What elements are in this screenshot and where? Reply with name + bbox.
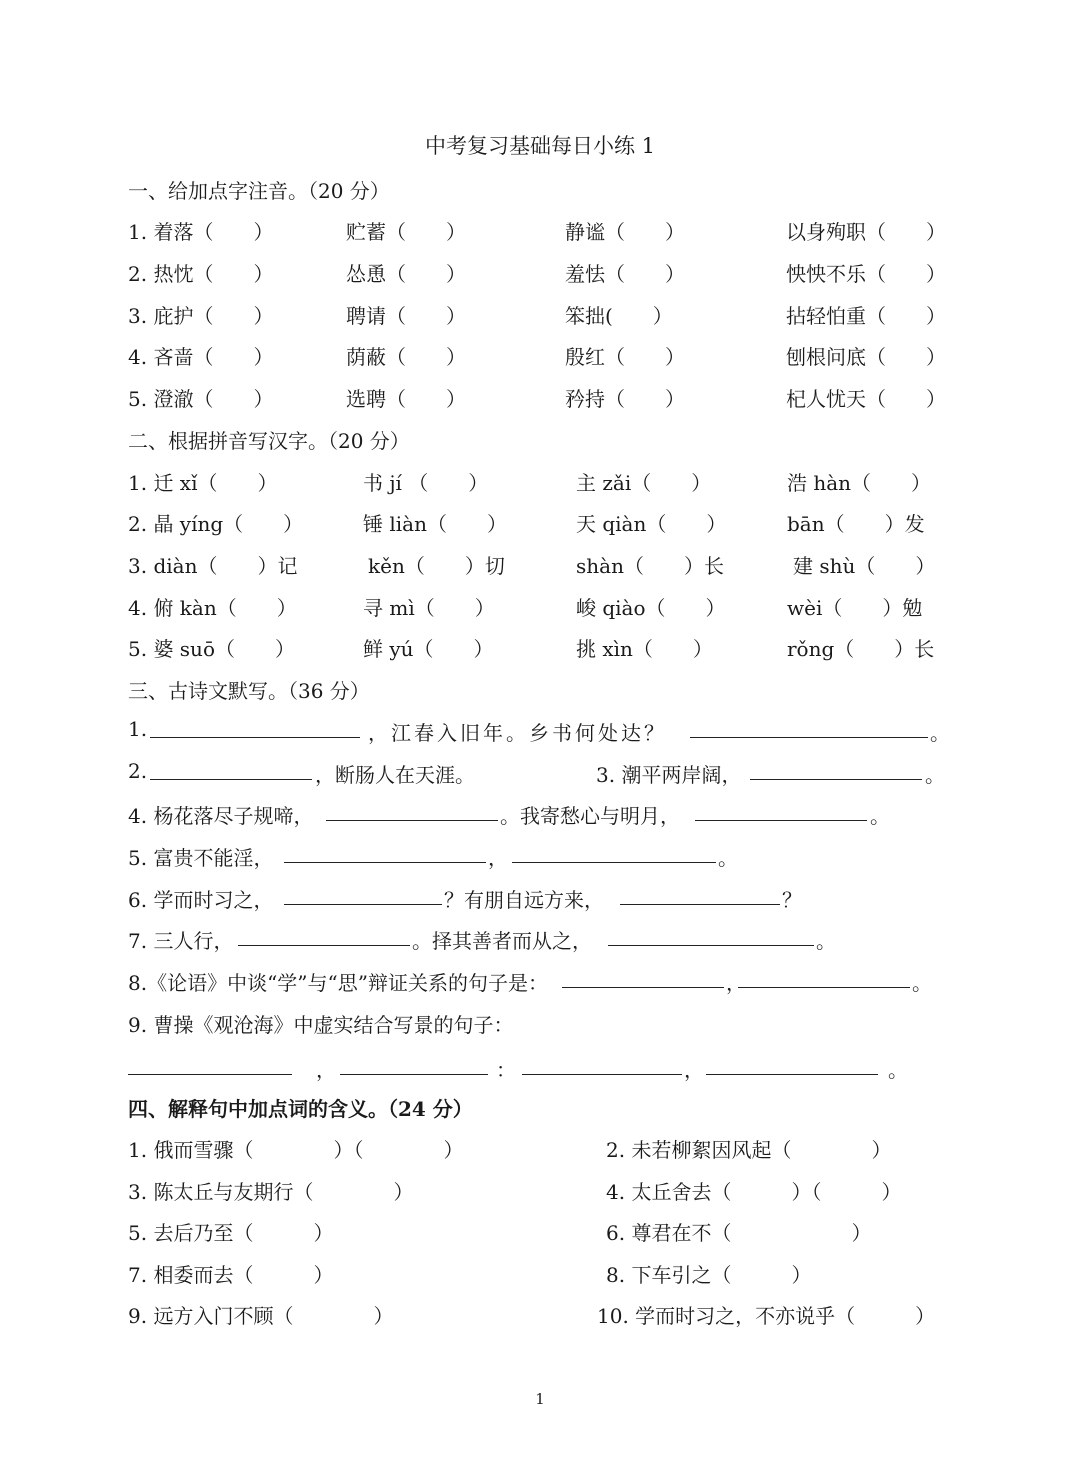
pinyin-item: 怂恿（ ） [346,262,466,286]
pinyin-item: 2. 热忱（ ） [128,262,274,286]
hanzi-item: 锤 liàn（ ） [363,512,507,536]
section-1-row [0,341,1080,371]
section-2-row [0,550,1080,580]
fill-blank[interactable] [750,759,922,780]
hanzi-item: 峻 qiào（ ） [576,596,726,620]
pinyin-item: 5. 澄澈（ ） [128,387,274,411]
hanzi-item: 寻 mì（ ） [363,596,495,620]
hanzi-item: 4. 俯 kàn（ ） [128,596,297,620]
pinyin-item: 杞人忧天（ ） [786,387,946,411]
hanzi-item: 3. diàn（ ）记 [128,554,298,578]
fill-blank[interactable] [620,884,780,905]
poem-line-5: 5. 富贵不能淫， ， 。 [0,842,1080,872]
pinyin-item: 笨拙( ） [565,304,673,328]
section-2-row [0,508,1080,538]
hanzi-item: 1. 迁 xǐ（ ） [128,471,278,495]
pinyin-item: 殷红（ ） [565,345,685,369]
hanzi-item: bān（ ）发 [787,512,925,536]
pinyin-item: 静谧（ ） [565,220,685,244]
section-2-row [0,467,1080,497]
pinyin-item: 4. 吝啬（ ） [128,345,274,369]
section-2-heading: 二、根据拼音写汉字。（20 分） [128,429,410,453]
hanzi-item: 主 zǎi（ ） [576,471,712,495]
fill-blank[interactable] [150,717,360,738]
pinyin-item: 1. 着落（ ） [128,220,274,244]
section-4-row [0,1176,1080,1206]
poem-line-8: 8.《论语》中谈“学”与“思”辩证关系的句子是： ， 。 [0,967,1080,997]
page-title: 中考复习基础每日小练 1 [424,134,656,158]
pinyin-item: 选聘（ ） [346,387,466,411]
fill-blank[interactable] [284,884,442,905]
fill-blank[interactable] [706,1054,878,1075]
section-1-row [0,258,1080,288]
section-4-heading: 四、解释句中加点词的含义。（24 分） [128,1097,473,1121]
pinyin-item: 羞怯（ ） [565,262,685,286]
section-1-row [0,300,1080,330]
fill-blank[interactable] [690,717,928,738]
fill-blank[interactable] [608,925,814,946]
explain-item: 2. 未若柳絮因风起（ ） [606,1138,892,1162]
poem-line-9: 9. 曹操《观沧海》中虚实结合写景的句子： [128,1013,514,1037]
pinyin-item: 怏怏不乐（ ） [786,262,946,286]
pinyin-item: 贮蓄（ ） [346,220,466,244]
explain-item: 3. 陈太丘与友期行（ ） [128,1180,414,1204]
hanzi-item: shàn（ ）长 [576,554,724,578]
pinyin-item: 聘请（ ） [346,304,466,328]
section-1-row [0,383,1080,413]
section-1-heading: 一、给加点字注音。（20 分） [128,179,390,203]
fill-blank[interactable] [512,842,716,863]
explain-item: 1. 俄而雪骤（ ）（ ） [128,1138,464,1162]
section-2-row [0,592,1080,622]
fill-blank[interactable] [562,967,724,988]
pinyin-item: 拈轻怕重（ ） [786,304,946,328]
poem-line-1: 1. ，江春入旧年。乡书何处达？ 。 [128,717,950,745]
fill-blank[interactable] [128,1054,292,1075]
section-3-heading: 三、古诗文默写。（36 分） [128,679,370,703]
fill-blank[interactable] [695,800,867,821]
hanzi-item: wèi（ ）勉 [787,596,923,620]
pinyin-item: 3. 庇护（ ） [128,304,274,328]
section-4-row [0,1217,1080,1247]
explain-item: 9. 远方入门不顾（ ） [128,1304,394,1328]
pinyin-item: 矜持（ ） [565,387,685,411]
fill-blank[interactable] [238,925,410,946]
hanzi-item: rǒng（ ）长 [787,637,935,661]
page-number: 1 [535,1390,545,1408]
explain-item: 4. 太丘舍去（ ）（ ） [606,1180,902,1204]
hanzi-item: 天 qiàn（ ） [576,512,727,536]
section-4-row [0,1300,1080,1330]
hanzi-item: 5. 婆 suō（ ） [128,637,295,661]
fill-blank[interactable] [150,759,312,780]
fill-blank[interactable] [340,1054,488,1075]
hanzi-item: 2. 晶 yíng（ ） [128,512,304,536]
explain-item: 8. 下车引之（ ） [606,1263,812,1287]
section-4-row [0,1259,1080,1289]
hanzi-item: 建 shù（ ） [793,554,936,578]
pinyin-item: 刨根问底（ ） [786,345,946,369]
pinyin-item: 以身殉职（ ） [786,220,946,244]
fill-blank[interactable] [522,1054,682,1075]
fill-blank[interactable] [738,967,910,988]
hanzi-item: 浩 hàn（ ） [787,471,932,495]
section-1-row [0,216,1080,246]
fill-blank[interactable] [284,842,486,863]
section-4-row [0,1134,1080,1164]
explain-item: 7. 相委而去（ ） [128,1263,334,1287]
poem-line-7: 7. 三人行， 。择其善者而从之， 。 [0,925,1080,955]
explain-item: 10. 学而时习之，不亦说乎（ ） [597,1304,936,1328]
hanzi-item: 鲜 yú（ ） [363,637,494,661]
hanzi-item: 书 jí （ ） [363,471,489,495]
poem-line-9-blanks: ， ： ， 。 [0,1054,1080,1084]
explain-item: 6. 尊君在不（ ） [606,1221,872,1245]
hanzi-item: kěn（ ）切 [368,554,505,578]
poem-line-6: 6. 学而时习之， ？有朋自远方来， ？ [0,884,1080,914]
poem-line-4: 4. 杨花落尽子规啼， 。我寄愁心与明月， 。 [0,800,1080,830]
hanzi-item: 挑 xìn（ ） [576,637,713,661]
fill-blank[interactable] [326,800,498,821]
pinyin-item: 荫蔽（ ） [346,345,466,369]
poem-line-2: 2. ，断肠人在天涯。 3. 潮平两岸阔， 。 [128,759,945,787]
explain-item: 5. 去后乃至（ ） [128,1221,334,1245]
section-2-row [0,633,1080,663]
